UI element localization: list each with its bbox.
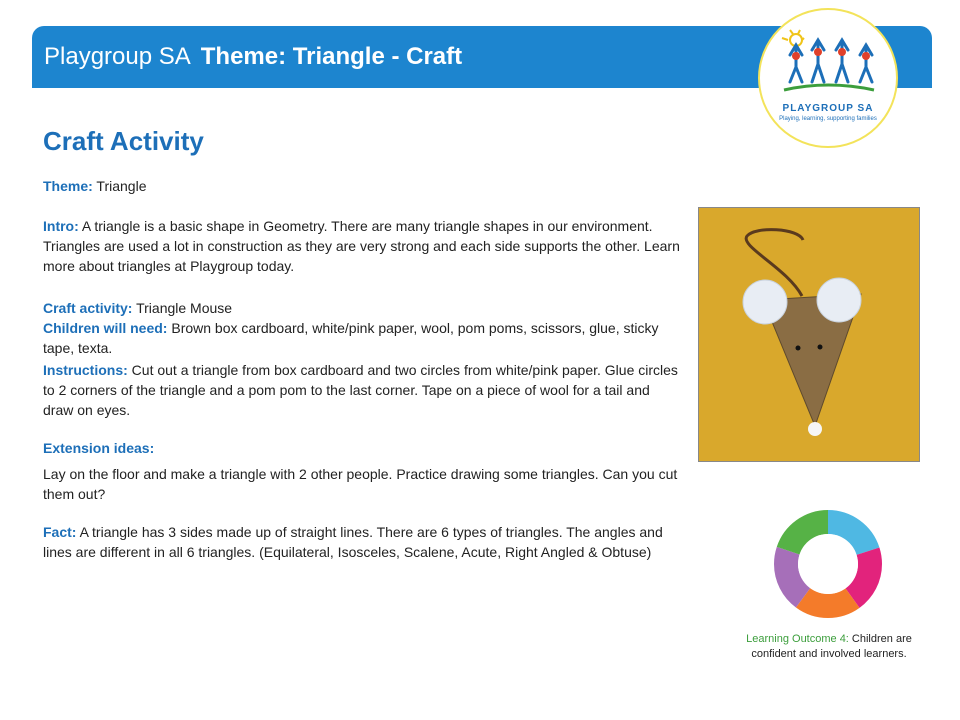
- craft-activity-label: Craft activity:: [43, 300, 133, 316]
- craft-activity-value: Triangle Mouse: [132, 300, 233, 316]
- intro-paragraph: [43, 216, 683, 276]
- playgroup-logo: [758, 8, 898, 148]
- craft-activity-line: [43, 298, 683, 318]
- fact-label: Fact:: [43, 524, 77, 540]
- fact-text: A triangle has 3 sides made up of straight lines. There are 6 types of triangles. The angles and lines are different in all 6 triangles. (Equilateral, Isosceles, Scalene, Acute, Right Angled & Obtuse): [43, 524, 663, 560]
- header-org: Playgroup SA: [44, 43, 191, 70]
- activity-content: [43, 176, 683, 562]
- children-need-text: Brown box cardboard, white/pink paper, wool, pom poms, scissors, glue, sticky tape, texta.: [43, 320, 659, 356]
- fact-paragraph: [43, 522, 683, 562]
- intro-label: Intro:: [43, 218, 79, 234]
- logo-tagline: Playing, learning, supporting families: [779, 116, 877, 122]
- theme-line: [43, 176, 683, 196]
- header-title: [44, 43, 462, 71]
- children-need-paragraph: [43, 318, 683, 358]
- intro-text: A triangle is a basic shape in Geometry. There are many triangle shapes in our environment. Triangles are used a lot in construction as they are very strong and each side supports the other. Learn more about triangles at Playgroup today.: [43, 218, 680, 274]
- instructions-label: Instructions:: [43, 362, 128, 378]
- instructions-text: Cut out a triangle from box cardboard and two circles from white/pink paper. Glue circles to 2 corners of the triangle and a pom pom to the last corner. Tape on a piece of wool for a tail and draw on eyes.: [43, 362, 678, 418]
- triangle-mouse-photo: [698, 207, 920, 462]
- logo-figures-icon: [760, 10, 896, 100]
- instructions-paragraph: [43, 360, 683, 420]
- extension-label: Extension ideas:: [43, 440, 155, 456]
- header-theme-title: Theme: Triangle - Craft: [200, 43, 463, 70]
- logo-name: PLAYGROUP SA: [782, 103, 874, 114]
- triangle-mouse-illustration: [699, 208, 919, 461]
- learning-outcome-label: Learning Outcome 4:: [746, 633, 849, 645]
- extension-heading: [43, 438, 683, 458]
- page-title: Craft Activity: [43, 126, 204, 156]
- learning-outcome-caption: [736, 632, 922, 662]
- theme-value: Triangle: [92, 178, 147, 194]
- learning-outcomes-wheel: [772, 508, 884, 620]
- children-need-label: Children will need:: [43, 320, 168, 336]
- theme-label: Theme:: [43, 178, 93, 194]
- extension-text: Lay on the floor and make a triangle with 2 other people. Practice drawing some triangles. Can you cut them out?: [43, 466, 678, 502]
- learning-outcome-text: Children are confident and involved learners.: [751, 633, 912, 660]
